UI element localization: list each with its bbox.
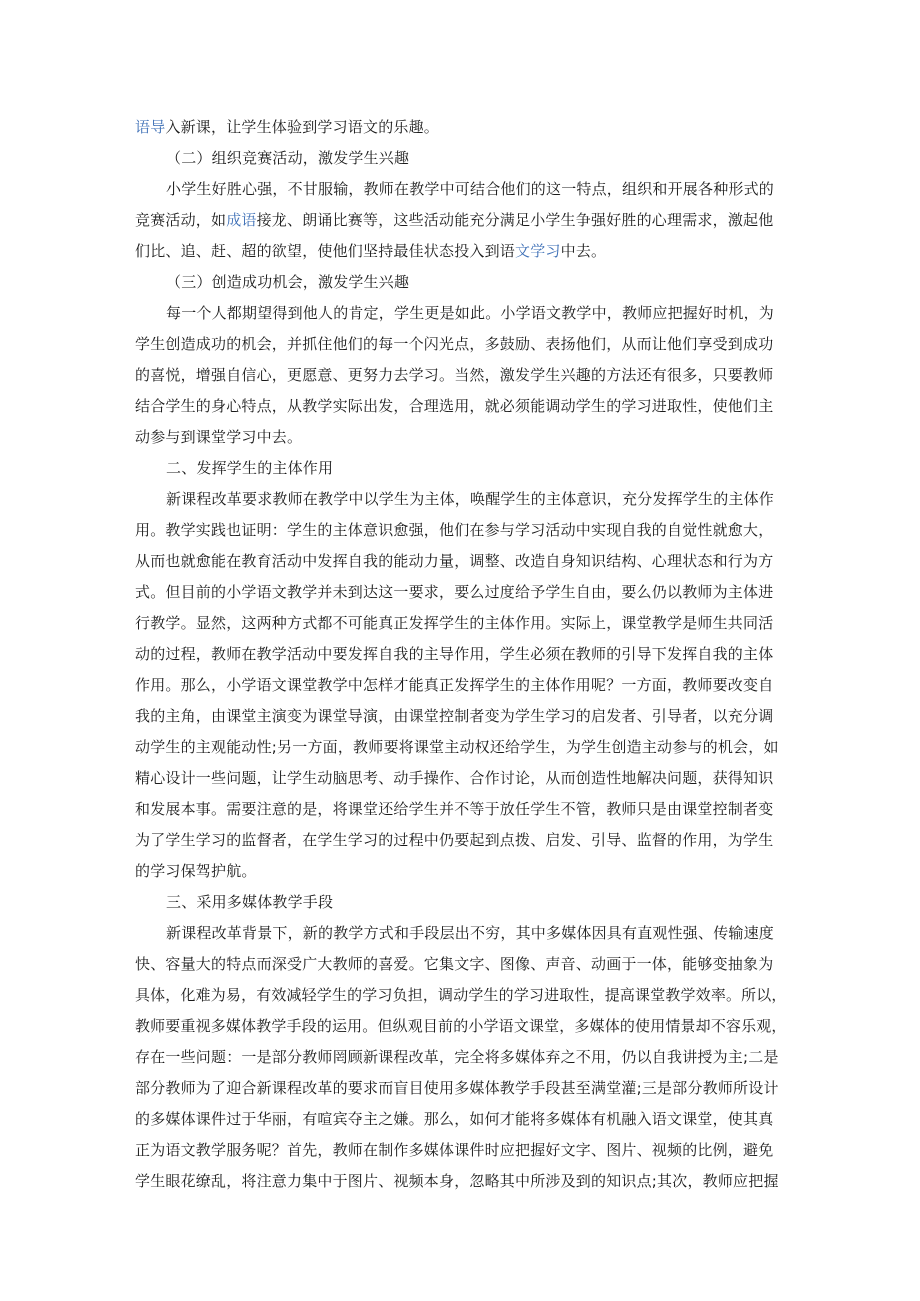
text-line xyxy=(135,1135,787,1166)
text-segment: 教师要重视多媒体教学手段的运用。但纵观目前的小学语文课堂，多媒体的使用情景却不容乐观， xyxy=(135,1017,787,1035)
text-segment: 和发展本事。需要注意的是，将课堂还给学生并不等于放任学生不管，教师只是由课堂控制者变 xyxy=(135,800,774,818)
text-segment: 精心设计一些问题，让学生动脑思考、动手操作、合作讨论，从而创造性地解决问题，获得知识 xyxy=(135,769,774,787)
text-segment: 正为语文教学服务呢？首先，教师在制作多媒体课件时应把握好文字、图片、视频的比例，避免 xyxy=(135,1141,774,1159)
text-line xyxy=(135,143,787,174)
text-line xyxy=(135,670,787,701)
text-line xyxy=(135,1011,785,1042)
text-line xyxy=(135,453,787,484)
text-line xyxy=(135,887,787,918)
text-line xyxy=(135,515,787,546)
text-line xyxy=(135,484,787,515)
text-segment: 式。但目前的小学语文教学并未到达这一要求，要么过度给予学生自由，要么仍以教师为主体进 xyxy=(135,583,774,601)
text-line xyxy=(135,577,787,608)
text-line xyxy=(135,329,787,360)
text-line xyxy=(135,391,787,422)
text-segment: 为了学生学习的监督者，在学生学习的过程中仍要起到点拨、启发、引导、监督的作用，为学生 xyxy=(135,831,774,849)
text-segment: 的喜悦，增强自信心，更愿意、更努力去学习。当然，激发学生兴趣的方法还有很多，只要教师 xyxy=(135,366,774,384)
text-segment: 竞赛活动，如 xyxy=(135,211,227,229)
text-line xyxy=(135,1042,787,1073)
text-line xyxy=(135,980,785,1011)
text-segment: 中去。 xyxy=(560,242,607,260)
inline-link[interactable]: 文学习 xyxy=(515,242,561,260)
document-page xyxy=(135,112,787,1197)
text-line xyxy=(135,422,787,453)
text-segment: 用。教学实践也证明：学生的主体意识愈强，他们在参与学习活动中实现自我的自觉性就愈大， xyxy=(135,521,774,539)
text-line xyxy=(135,763,787,794)
text-line xyxy=(135,205,787,236)
text-segment: 动参与到课堂学习中去。 xyxy=(135,428,303,446)
text-segment: 从而也就愈能在教育活动中发挥自我的能动力量，调整、改造自身知识结构、心理状态和行为方 xyxy=(135,552,774,570)
text-segment: 接龙、朗诵比赛等，这些活动能充分满足小学生争强好胜的心理需求，激起他 xyxy=(256,211,774,229)
text-line xyxy=(135,546,787,577)
text-segment: 的学习保驾护航。 xyxy=(135,862,257,880)
text-segment: 存在一些问题：一是部分教师罔顾新课程改革，完全将多媒体弃之不用，仍以自我讲授为主;二是 xyxy=(135,1048,779,1066)
text-segment: 新课程改革背景下，新的教学方式和手段层出不穷，其中多媒体因具有直观性强、传输速度 xyxy=(166,924,775,942)
text-line xyxy=(135,1104,787,1135)
text-line xyxy=(135,1073,787,1104)
text-segment: 学生创造成功的机会，并抓住他们的每一个闪光点，多鼓励、表扬他们，从而让他们享受到成功 xyxy=(135,335,774,353)
text-segment: 入新课，让学生体验到学习语文的乐趣。 xyxy=(165,118,440,136)
text-line xyxy=(135,298,787,329)
text-line xyxy=(135,360,787,391)
text-segment: 们比、追、赶、超的欲望，使他们坚持最佳状态投入到语 xyxy=(135,242,516,260)
text-segment: 学生眼花缭乱，将注意力集中于图片、视频本身，忽略其中所涉及到的知识点;其次，教师应把握 xyxy=(135,1172,779,1190)
text-line xyxy=(135,1166,787,1197)
text-segment: 的多媒体课件过于华丽，有喧宾夺主之嫌。那么，如何才能将多媒体有机融入语文课堂，使其真 xyxy=(135,1110,774,1128)
inline-link[interactable]: 语导 xyxy=(135,118,166,136)
text-segment: 行教学。显然，这两种方式都不可能真正发挥学生的主体作用。实际上，课堂教学是师生共同活 xyxy=(135,614,774,632)
text-segment: 部分教师为了迎合新课程改革的要求而盲目使用多媒体教学手段甚至满堂灌;三是部分教师所设计 xyxy=(135,1079,779,1097)
text-line xyxy=(135,856,787,887)
text-line xyxy=(135,825,787,856)
text-line xyxy=(135,608,787,639)
text-segment: （三）创造成功机会，激发学生兴趣 xyxy=(166,273,410,291)
text-segment: 动的过程，教师在教学活动中要发挥自我的主导作用，学生必须在教师的引导下发挥自我的主体 xyxy=(135,645,774,663)
text-line xyxy=(135,701,787,732)
text-segment: 新课程改革要求教师在教学中以学生为主体，唤醒学生的主体意识，充分发挥学生的主体作 xyxy=(166,490,775,508)
text-segment: 作用。那么，小学语文课堂教学中怎样才能真正发挥学生的主体作用呢？一方面，教师要改变自 xyxy=(135,676,774,694)
text-line xyxy=(135,918,787,949)
text-segment: 快、容量大的特点而深受广大教师的喜爱。它集文字、图像、声音、动画于一体，能够变抽象为 xyxy=(135,955,774,973)
text-segment: 每一个人都期望得到他人的肯定，学生更是如此。小学语文教学中，教师应把握好时机，为 xyxy=(166,304,775,322)
text-segment: 动学生的主观能动性;另一方面，教师要将课堂主动权还给学生，为学生创造主动参与的机会，如 xyxy=(135,738,779,756)
text-segment: 我的主角，由课堂主演变为课堂导演，由课堂控制者变为学生学习的启发者、引导者，以充分调 xyxy=(135,707,774,725)
text-line xyxy=(135,732,787,763)
text-segment: （二）组织竞赛活动，激发学生兴趣 xyxy=(166,149,410,167)
text-segment: 结合学生的身心特点，从教学实际出发，合理选用，就必须能调动学生的学习进取性，使他们主 xyxy=(135,397,774,415)
text-line xyxy=(135,267,787,298)
text-segment: 小学生好胜心强，不甘服输，教师在教学中可结合他们的这一特点，组织和开展各种形式的 xyxy=(166,180,775,198)
text-line xyxy=(135,949,787,980)
text-segment: 三、采用多媒体教学手段 xyxy=(166,893,334,911)
text-line xyxy=(135,174,787,205)
text-line xyxy=(135,236,787,267)
inline-link[interactable]: 成语 xyxy=(226,211,257,229)
text-line xyxy=(135,794,787,825)
text-segment: 二、发挥学生的主体作用 xyxy=(166,459,334,477)
text-line xyxy=(135,112,787,143)
text-line xyxy=(135,639,787,670)
text-segment: 具体，化难为易，有效减轻学生的学习负担，调动学生的学习进取性，提高课堂教学效率。所以， xyxy=(135,986,787,1004)
